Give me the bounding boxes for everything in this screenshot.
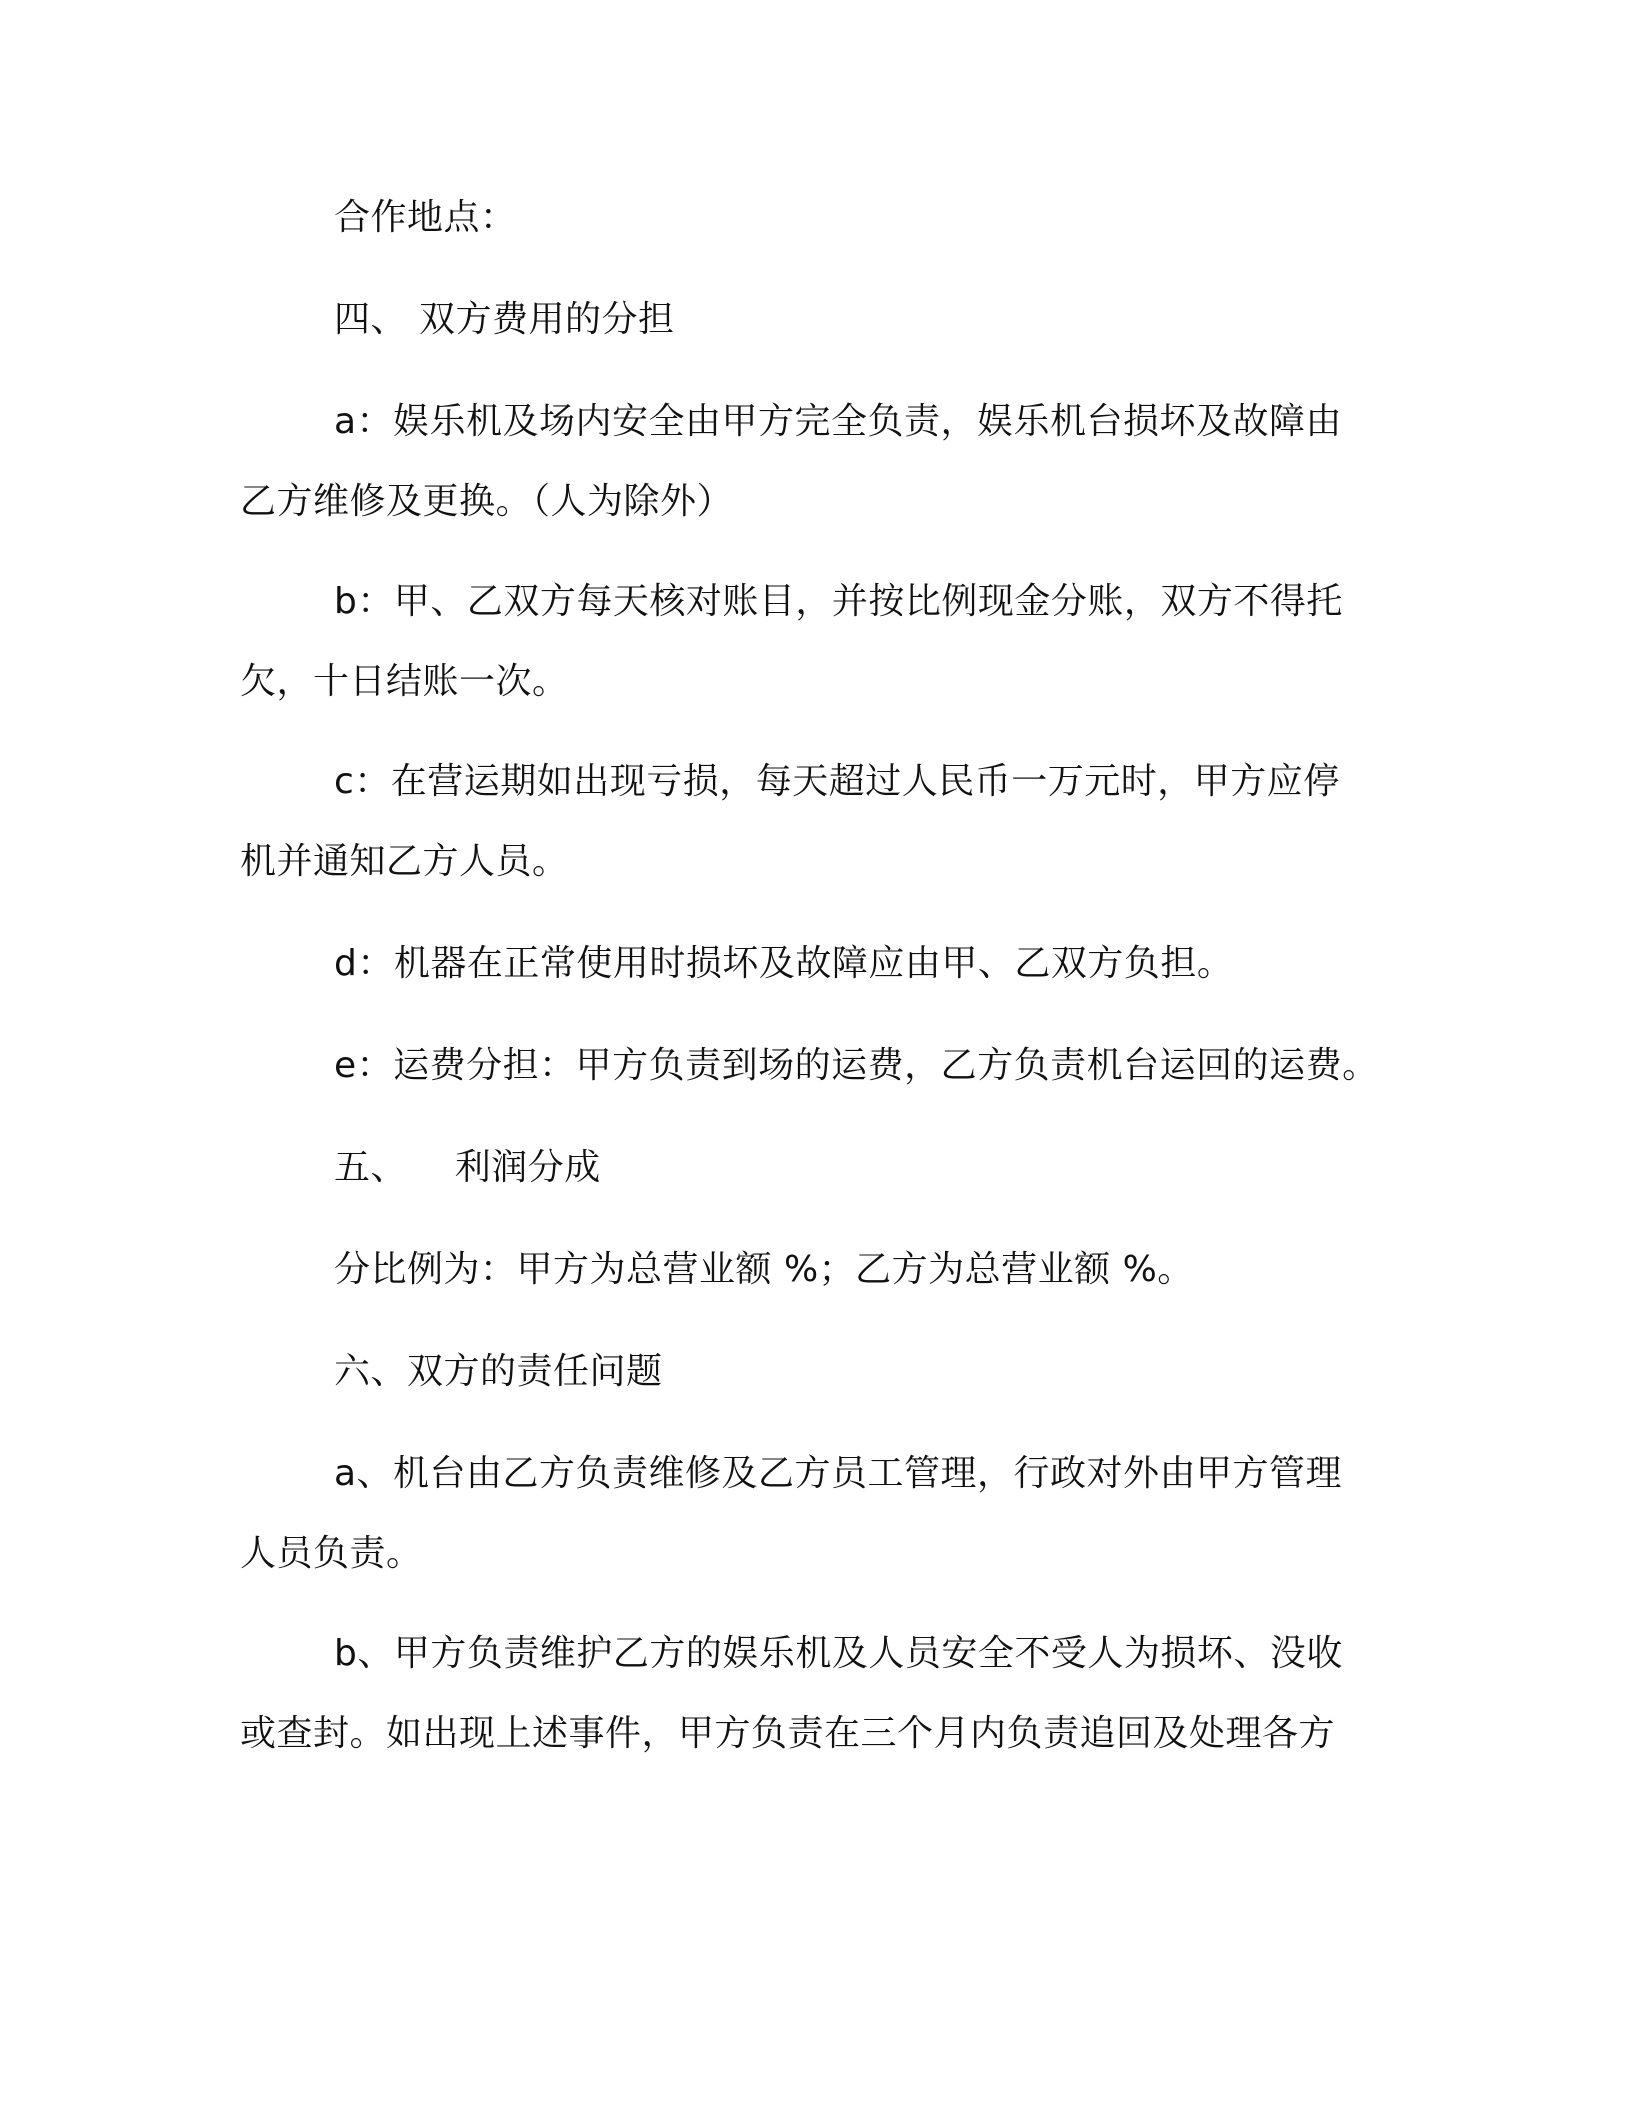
clause-4c-line-1: c：在营运期如出现亏损，每天超过人民币一万元时，甲方应停 <box>334 761 1340 802</box>
clause-6a-line-1: a、机台由乙方负责维修及乙方员工管理，行政对外由甲方管理 <box>334 1453 1343 1494</box>
clause-4a-line-1: a：娱乐机及场内安全由甲方完全负责，娱乐机台损坏及故障由 <box>334 401 1343 442</box>
clause-4d: d：机器在正常使用时损坏及故障应由甲、乙双方负担。 <box>334 943 1234 984</box>
location-label: 合作地点： <box>334 197 517 238</box>
clause-6b-line-1: b、甲方负责维护乙方的娱乐机及人员安全不受人为损坏、没收 <box>334 1633 1343 1674</box>
profit-ratio: 分比例为：甲方为总营业额 %；乙方为总营业额 %。 <box>334 1249 1194 1290</box>
clause-6b-line-2: 或查封。如出现上述事件，甲方负责在三个月内负责追回及处理各方 <box>240 1713 1336 1754</box>
section-4-heading: 四、 双方费用的分担 <box>334 299 675 340</box>
clause-4b-line-1: b：甲、乙双方每天核对账目，并按比例现金分账，双方不得托 <box>334 581 1343 622</box>
clause-6a-line-2: 人员负责。 <box>240 1533 423 1574</box>
section-6-heading: 六、双方的责任问题 <box>334 1351 663 1392</box>
clause-4e: e：运费分担：甲方负责到场的运费，乙方负责机台运回的运费。 <box>334 1045 1379 1086</box>
section-5-heading: 五、 利润分成 <box>334 1147 601 1188</box>
clause-4b-line-2: 欠，十日结账一次。 <box>240 661 569 702</box>
clause-4a-line-2: 乙方维修及更换。（人为除外） <box>240 481 734 522</box>
clause-4c-line-2: 机并通知乙方人员。 <box>240 841 569 882</box>
